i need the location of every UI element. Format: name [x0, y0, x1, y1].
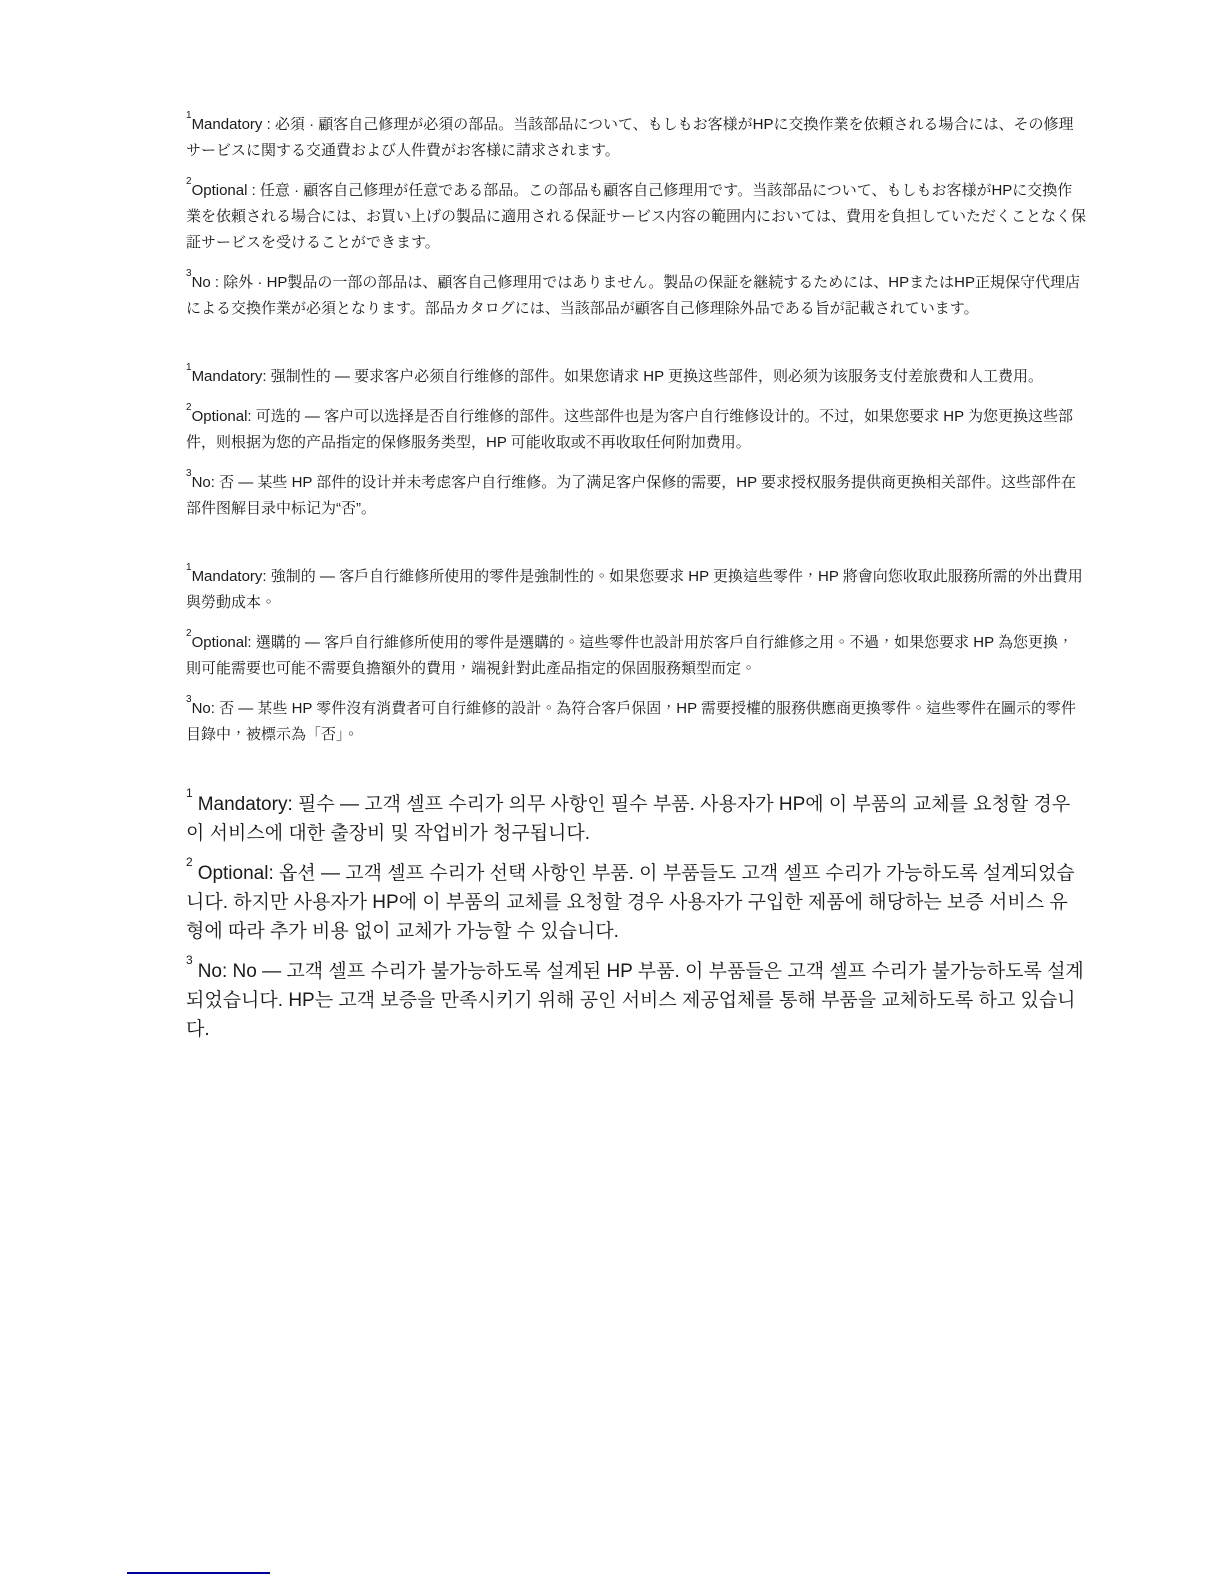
note-zhcn-no	[186, 470, 1086, 522]
footer-rule	[127, 1572, 270, 1574]
section-traditional-chinese	[186, 564, 1086, 748]
footnote-3-marker: 3	[186, 268, 192, 279]
note-zhcn-mandatory-text: Mandatory: 强制性的 — 要求客户必须自行维修的部件。如果您请求 HP 更换这些部件，则必须为该服务支付差旅费和人工费用。	[191, 368, 1044, 385]
note-zhcn-optional-text: Optional: 可选的 — 客户可以选择是否自行维修的部件。这些部件也是为客户自行维修设计的。不过，如果您要求 HP 为您更换这些部件，则根据为您的产品指定的保修服务类型，HP 可能收取或不再收取任何附加费用。	[186, 408, 1074, 451]
note-ko-no-text: No: No — 고객 셀프 수리가 불가능하도록 설계된 HP 부품. 이 부품들은 고객 셀프 수리가 불가능하도록 설계되었습니다. HP는 고객 보증을 만족시키기 위해 공인 서비스 제공업체를 통해 부품을 교체하도록 하고 있습니다.	[186, 961, 1084, 1040]
footnote-3-marker: 3	[186, 952, 193, 967]
note-zhtw-no-text: No: 否 — 某些 HP 零件沒有消費者可自行維修的設計。為符合客戶保固，HP 需要授權的服務供應商更換零件。這些零件在圖示的零件目錄中，被標示為「否」。	[186, 700, 1077, 743]
section-korean	[186, 785, 1086, 1044]
note-zhcn-no-text: No: 否 — 某些 HP 部件的设计并未考虑客户自行维修。为了满足客户保修的需要，HP 要求授权服务提供商更换相关部件。这些部件在部件图解目录中标记为“否”。	[186, 474, 1077, 517]
footnote-1-marker: 1	[186, 562, 192, 573]
footnote-3-marker: 3	[186, 694, 192, 705]
footnote-2-marker: 2	[186, 176, 192, 187]
customer-self-repair-footnotes	[186, 112, 1086, 1055]
footnote-2-marker: 2	[186, 402, 192, 413]
note-zhtw-optional	[186, 630, 1086, 682]
section-japanese	[186, 112, 1086, 322]
note-ko-no	[186, 952, 1086, 1044]
footnote-3-marker: 3	[186, 468, 192, 479]
note-ko-mandatory	[186, 785, 1086, 848]
note-ja-mandatory	[186, 112, 1086, 164]
note-ja-optional	[186, 178, 1086, 256]
section-simplified-chinese	[186, 364, 1086, 522]
note-ko-mandatory-text: Mandatory: 필수 — 고객 셀프 수리가 의무 사항인 필수 부품. 사용자가 HP에 이 부품의 교체를 요청할 경우 이 서비스에 대한 출장비 및 작업비가 청구됩니다.	[186, 794, 1071, 844]
footnote-1-marker: 1	[186, 110, 192, 121]
note-ko-optional-text: Optional: 옵션 — 고객 셀프 수리가 선택 사항인 부품. 이 부품들도 고객 셀프 수리가 가능하도록 설계되었습니다. 하지만 사용자가 HP에 이 부품의 교체를 요청할 경우 사용자가 구입한 제품에 해당하는 보증 서비스 유형에 따라 추가 비용 없이 교체가 가능할 수 있습니다.	[186, 863, 1075, 942]
note-ja-no-text: No : 除外 · HP製品の一部の部品は、顧客自己修理用ではありません。製品の保証を継続するためには、HPまたはHP正規保守代理店による交換作業が必須となります。部品カタログには、当該部品が顧客自己修理除外品である旨が記載されています。	[186, 274, 1080, 317]
note-zhtw-no	[186, 696, 1086, 748]
note-zhcn-optional	[186, 404, 1086, 456]
note-ko-optional	[186, 854, 1086, 946]
footnote-1-marker: 1	[186, 785, 193, 800]
footnote-2-marker: 2	[186, 628, 192, 639]
note-zhcn-mandatory	[186, 364, 1086, 390]
footnote-2-marker: 2	[186, 854, 193, 869]
note-zhtw-mandatory	[186, 564, 1086, 616]
note-ja-no	[186, 270, 1086, 322]
note-zhtw-optional-text: Optional: 選購的 — 客戶自行維修所使用的零件是選購的。這些零件也設計用於客戶自行維修之用。不過，如果您要求 HP 為您更換，則可能需要也可能不需要負擔額外的費用，端視針對此產品指定的保固服務類型而定。	[186, 634, 1074, 677]
note-zhtw-mandatory-text: Mandatory: 強制的 — 客戶自行維修所使用的零件是強制性的。如果您要求 HP 更換這些零件，HP 將會向您收取此服務所需的外出費用與勞動成本。	[186, 568, 1083, 611]
footnote-1-marker: 1	[186, 362, 192, 373]
note-ja-mandatory-text: Mandatory : 必須 · 顧客自己修理が必須の部品。当該部品について、もしもお客様がHPに交換作業を依頼される場合には、その修理サービスに関する交通費および人件費がお客様に請求されます。	[186, 116, 1074, 159]
note-ja-optional-text: Optional : 任意 · 顧客自己修理が任意である部品。この部品も顧客自己修理用です。当該部品について、もしもお客様がHPに交換作業を依頼される場合には、お買い上げの製品に適用される保証サービス内容の範囲内においては、費用を負担していただくことなく保証サービスを受けることができます。	[186, 182, 1087, 251]
